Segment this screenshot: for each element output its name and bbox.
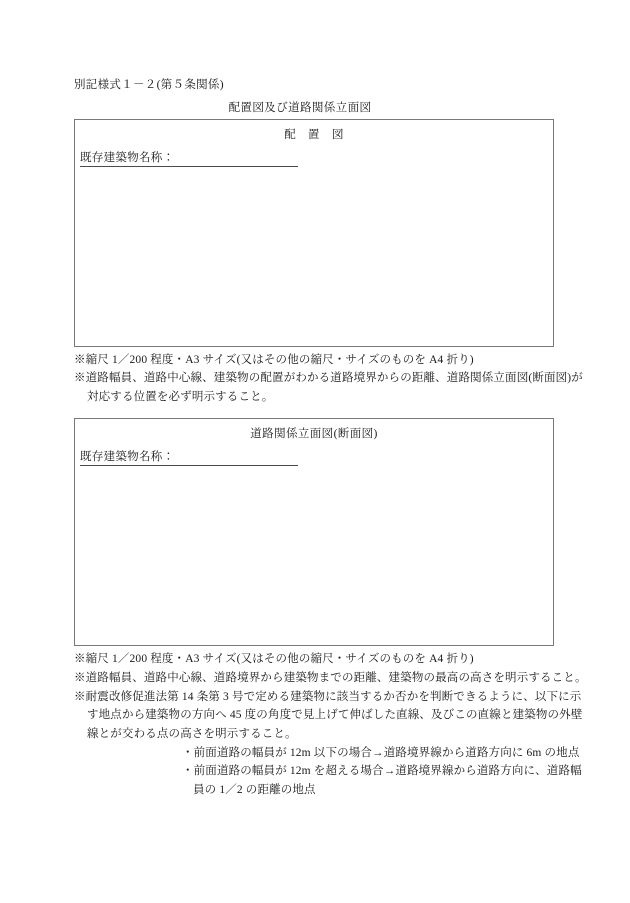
- site-plan-building-name-label: 既存建築物名称：: [80, 149, 174, 167]
- road-elevation-building-name-field[interactable]: [80, 448, 298, 466]
- road-elevation-frame-title: 道路関係立面図(断面図): [250, 428, 378, 441]
- site-plan-building-name-field[interactable]: [80, 149, 298, 167]
- road-elevation-notes: [74, 650, 587, 743]
- road-elevation-building-name-label: 既存建築物名称：: [80, 448, 174, 466]
- site-plan-frame-title: 配 置 図: [284, 128, 344, 141]
- road-elevation-note-requirements: ※道路幅員、道路中心線、道路境界から建築物までの距離、建築物の最高の高さを明示すること。: [74, 672, 587, 685]
- site-plan-notes: [74, 351, 583, 407]
- document-title: 配置図及び道路関係立面図: [228, 101, 372, 114]
- site-plan-note-scale: ※縮尺 1／200 程度・A3 サイズ(又はその他の縮尺・サイズのものを A4 折り): [74, 353, 474, 366]
- site-plan-note-requirements: ※道路幅員、道路中心線、建築物の配置がわかる道路境界からの距離、道路関係立面図(断面図)が対応する位置を必ず明示すること。: [74, 372, 583, 403]
- road-elevation-building-name-blank[interactable]: [174, 452, 298, 466]
- site-plan-drawing-area[interactable]: [74, 119, 554, 347]
- road-elevation-bullet-list: [74, 744, 582, 800]
- bullet-road-width-over-12m: ・前面道路の幅員が 12m を超える場合→道路境界線から道路方向に、道路幅員の 1／2 の距離の地点: [182, 765, 582, 796]
- form-code-heading: 別記様式１－２(第５条関係): [74, 79, 224, 91]
- bullet-road-width-under-12m: ・前面道路の幅員が 12m 以下の場合→道路境界線から道路方向に 6m の地点: [182, 746, 580, 759]
- site-plan-building-name-blank[interactable]: [174, 153, 298, 167]
- road-elevation-note-scale: ※縮尺 1／200 程度・A3 サイズ(又はその他の縮尺・サイズのものを A4 折り): [74, 653, 474, 666]
- road-elevation-note-seismic-law: ※耐震改修促進法第 14 条第 3 号で定める建築物に該当するか否かを判断できるように、以下に示す地点から建築物の方向へ 45 度の角度で見上げて伸ばした直線、及びこの直線と建築物の外壁線とが交わる点の高さを明示すること。: [74, 690, 583, 740]
- road-elevation-drawing-area[interactable]: [74, 418, 554, 646]
